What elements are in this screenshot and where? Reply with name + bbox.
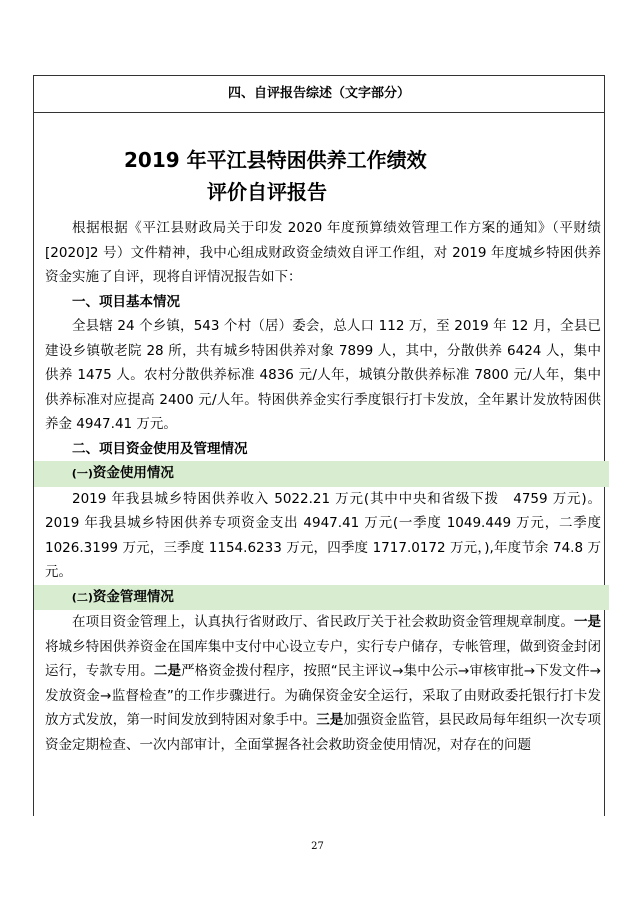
- subheading-label: 资金使用情况: [92, 465, 174, 481]
- subheading-number: (一): [71, 467, 93, 480]
- subheading-fund-use: [34, 461, 609, 487]
- section-header: 四、自评报告综述（文字部分）: [34, 76, 604, 113]
- keyword: 二是: [153, 663, 182, 679]
- subheading-fund-management: [34, 585, 609, 611]
- keyword: 三是: [316, 712, 344, 728]
- mgmt-text: 将城乡特困供养资金在国库集中支付中心设立专户，实行专户储存，专帐管理，做到资金封闭运行，专款专用。: [45, 638, 601, 679]
- subheading-label: 资金管理情况: [92, 588, 174, 605]
- keyword: 一是: [573, 614, 602, 630]
- mgmt-text: 加强资金监管，县民政局每年组织一次专项资金定期检查、一次内部审计，全面掌握各社会救助资金使用情况，对存在的问题: [45, 712, 601, 753]
- basic-info-paragraph: 全县辖 24 个乡镇，543 个村（居）委会，总人口 112 万，至 2019 年 12 月，全县已建设乡镇敬老院 28 所，共有城乡特困供养对象 7899 人，其中，分散供养 6424 人，集中供养 1475 人。农村分散供养标准 4836 元/人年，城镇分散供养标准 7800 元/人年，集中供养标准对应提高 2400 元/人年。特困供养金实行季度银行打卡发放，全年累计发放特困供养金 4947.41 万元。: [45, 318, 601, 432]
- intro-paragraph: 根据根据《平江县财政局关于印发 2020 年度预算绩效管理工作方案的通知》（平财绩[2020]2 号）文件精神，我中心组成财政资金绩效自评工作组，对 2019 年度城乡特困供养资金实施了自评，现将自评情况报告如下：: [45, 220, 601, 285]
- report-title-line1: 2019 年平江县特困供养工作绩效: [124, 148, 427, 172]
- report-frame: [33, 75, 605, 816]
- page-number: 27: [311, 841, 324, 852]
- subheading-number: (二): [71, 590, 93, 604]
- report-title-line2: 评价自评报告: [207, 180, 327, 204]
- heading-basic-info: 一、项目基本情况: [72, 293, 180, 310]
- mgmt-text: 严格资金拨付程序，按照“民主评议→集中公示→审核审批→下发文件→发放资金→监督检查”的工作步骤进行。为确保资金安全运行，采取了由财政委托银行打卡发放方式发放，第一时间发放到特困对象手中。: [45, 663, 602, 728]
- mgmt-text: 在项目资金管理上，认真执行省财政厅、省民政厅关于社会救助资金管理规章制度。: [72, 614, 574, 630]
- report-body: [45, 216, 601, 757]
- heading-funds: 二、项目资金使用及管理情况: [72, 440, 248, 457]
- fund-management-paragraph: [45, 610, 601, 757]
- fund-use-paragraph: 2019 年我县城乡特困供养收入 5022.21 万元(其中中央和省级下拨 4759 万元)。2019 年我县城乡特困供养专项资金支出 4947.41 万元(一季度 1049.449 万元，二季度 1026.3199 万元，三季度 1154.6233 万元，四季度 1717.0172 万元，),年度节余 74.8 万元。: [45, 490, 601, 580]
